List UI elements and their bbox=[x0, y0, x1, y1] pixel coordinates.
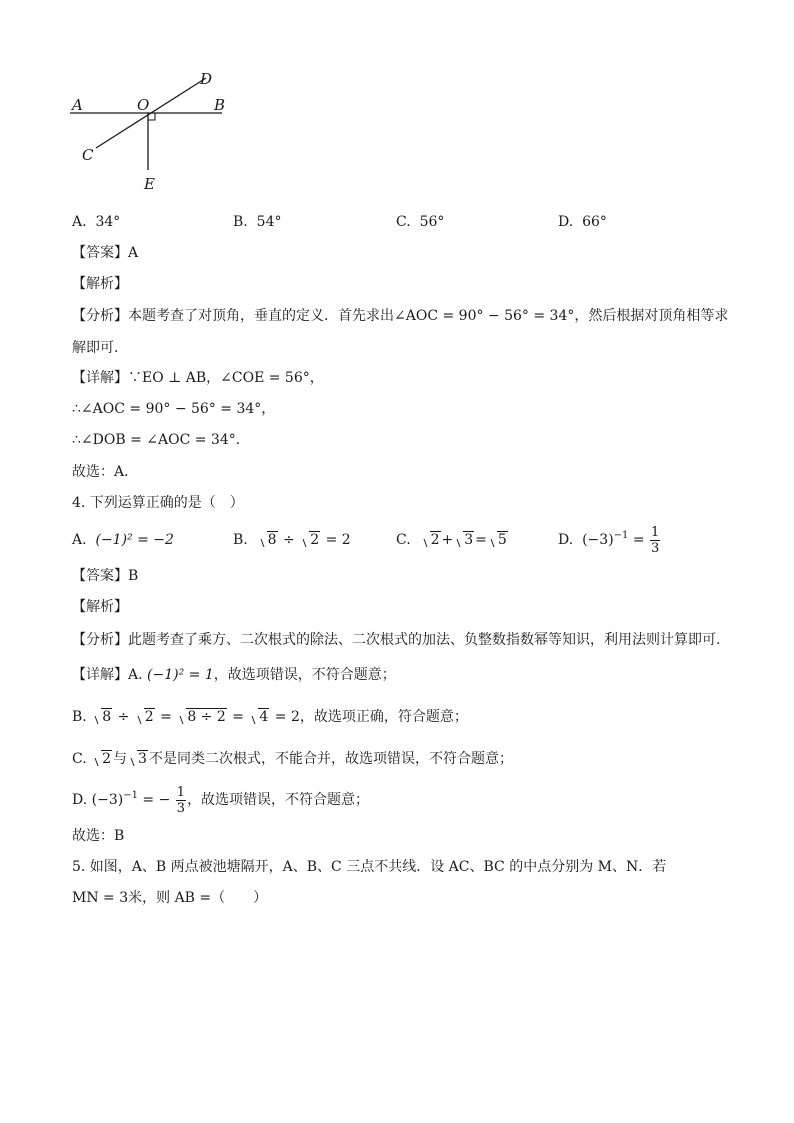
q4-detail-b: B. 8 ÷ 2 = 8 ÷ 2 = 4 = 2，故选项正确，符合题意； bbox=[72, 709, 468, 725]
q3-choose: 故选：A． bbox=[72, 464, 139, 480]
label-e: E bbox=[144, 175, 155, 193]
q3-fenxi-line2: 解即可． bbox=[72, 340, 128, 356]
q3-option-d: D. 66° bbox=[558, 214, 607, 230]
q3-option-b: B. 54° bbox=[233, 214, 282, 230]
q4-jiexi: 【解析】 bbox=[72, 599, 128, 615]
q3-step2: ∴∠AOC = 90° − 56° = 34°， bbox=[72, 401, 276, 417]
q3-fenxi-line1: 【分析】本题考查了对顶角，垂直的定义．首先求出∠AOC = 90° − 56° = 34°，然后根据对顶角相等求 bbox=[72, 308, 729, 324]
q4-option-c: C. 2 + 3 = 5 bbox=[396, 532, 507, 548]
q4-fenxi: 【分析】此题考查了乘方、二次根式的除法、二次根式的加法、负整数指数幂等知识，利用法则计算即可. bbox=[72, 632, 721, 648]
label-d: D bbox=[200, 70, 213, 88]
label-o: O bbox=[137, 96, 150, 114]
q5-stem-line1: 5. 如图，A、B 两点被池塘隔开，A、B、C 三点不共线．设 AC、BC 的中点分别为 M、N．若 bbox=[72, 859, 667, 875]
fraction: $\frac{1}{3}$ bbox=[176, 784, 186, 816]
q4-detail-c: C. 2 与 3 不是同类二次根式，不能合并，故选项错误，不符合题意； bbox=[72, 751, 513, 767]
q3-option-c: C. 56° bbox=[396, 214, 445, 230]
q4-detail-d: D. $(-3)^{-1}$ = − $\frac{1}{3}$ ，故选项错误，不符合题意； bbox=[72, 784, 370, 816]
q3-jiexi: 【解析】 bbox=[72, 276, 128, 292]
q3-answer: 【答案】A bbox=[72, 245, 139, 261]
q4-option-d: D. $(-3)^{-1}$ = $\frac{1}{3}$ bbox=[558, 524, 660, 556]
q4-choose: 故选：B bbox=[72, 828, 125, 844]
q5-stem-line2: MN = 3米，则 AB =（ ） bbox=[72, 890, 268, 906]
label-b: B bbox=[214, 96, 226, 114]
fraction: $\frac{1}{3}$ bbox=[651, 524, 660, 556]
q4-option-a: A. (−1)² = −2 bbox=[72, 532, 174, 548]
q3-xiangjie: 【详解】∵EO ⊥ AB，∠COE = 56°， bbox=[72, 370, 324, 386]
geometry-figure bbox=[60, 62, 240, 197]
q4-answer: 【答案】B bbox=[72, 568, 139, 584]
q4-option-b: B. 8 ÷ 2 = 2 bbox=[233, 532, 351, 548]
q3-step3: ∴∠DOB = ∠AOC = 34°． bbox=[72, 432, 250, 448]
q3-option-a: A. 34° bbox=[72, 214, 121, 230]
q4-stem: 4. 下列运算正确的是（ ） bbox=[72, 495, 244, 511]
label-a: A bbox=[72, 96, 83, 114]
label-c: C bbox=[82, 146, 94, 164]
q4-detail-a: 【详解】A. (−1)² = 1，故选项错误，不符合题意； bbox=[72, 667, 396, 683]
